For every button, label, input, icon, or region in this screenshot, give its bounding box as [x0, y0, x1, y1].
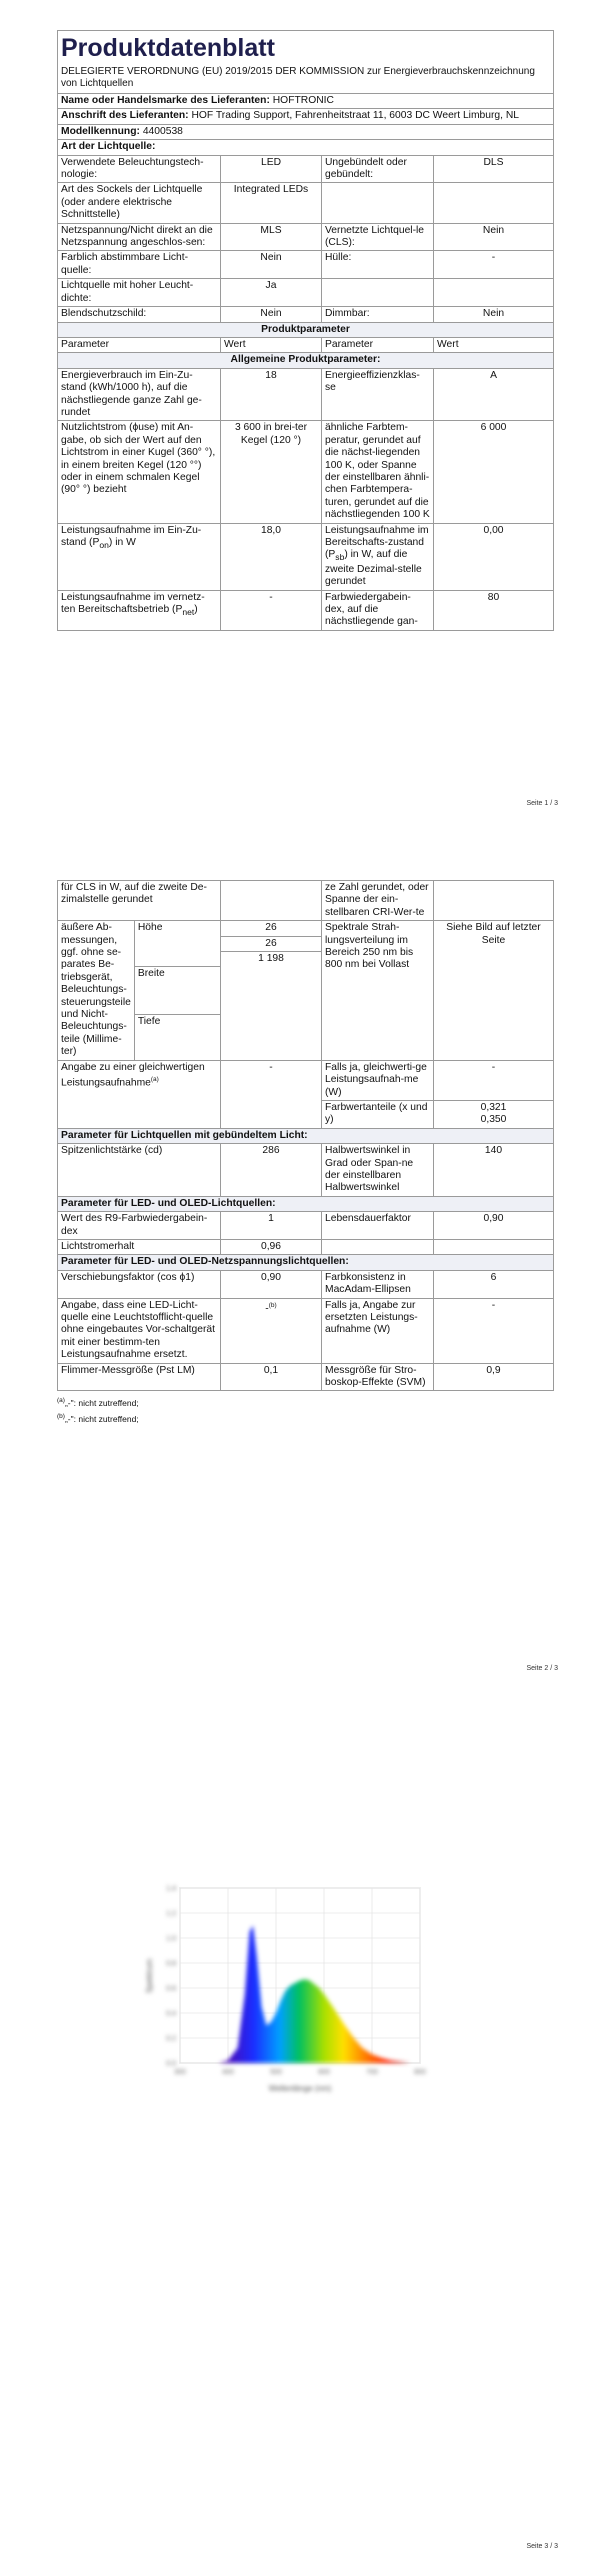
x-tick-label-3: 600: [318, 2069, 330, 2076]
supplier-name-label: Name oder Handelsmarke des Lieferanten:: [61, 95, 270, 106]
cri-label-cont: ze Zahl gerundet, oder Spanne der ein-stellbaren CRI-Wer-te: [322, 881, 434, 921]
doc-title: Produktdatenblatt: [61, 34, 275, 62]
dimensions-values: [221, 921, 322, 1060]
cct-label: ähnliche Farbtem-peratur, gerundet auf die nächst-liegenden 100 K, oder Spanne der einstellbaren ähnli-chen Farbtempera-turen, gerundet auf die nächstliegenden 100 K: [322, 421, 434, 523]
footnote-a: $^{(a)}$„-": nicht zutreffend;: [57, 1397, 139, 1409]
eclass-value: A: [434, 368, 554, 421]
pon-label: Leistungsaufnahme im Ein-Zu-stand $(P_{on})$ in W: [58, 523, 221, 590]
mains-label: Netzspannung/Nicht direkt an die Netzspannung angeschlos-sen:: [58, 223, 221, 251]
r9-label: Wert des R9-Farbwiedergabein-dex: [58, 1212, 221, 1240]
y-axis-label: Spektrum: [145, 1958, 154, 1994]
header-value-2: Wert: [434, 337, 554, 352]
supplier-address-label: Anschrift des Lieferanten:: [61, 110, 189, 122]
lightsource-type-heading: Art der Lichtquelle:: [58, 140, 554, 155]
flux-label: Nutzlichtstrom (ϕuse) mit An-gabe, ob sich der Wert auf den Lichtstrom in einer Kugel (360° °), in einem breiten Kegel (120 °°) oder in einem schmalen Kegel (90° °) bezieht: [58, 421, 221, 523]
chroma-values: [434, 1100, 554, 1128]
chroma-y: 0,350: [480, 1114, 507, 1126]
doc-subtitle: DELEGIERTE VERORDNUNG (EU) 2019/2015 DER KOMMISSION zur Energieverbrauchskennzeichnung von Lichtquellen: [61, 66, 535, 89]
replace-value: -$^{(b)}$: [221, 1298, 322, 1363]
beam-value: 140: [434, 1144, 554, 1197]
x-tick-label-2: 500: [270, 2069, 282, 2076]
psb-label: Leistungsaufnahme im Bereitschafts-zustand $(P_{sb})$ in W, auf die zweite Dezimal-stelle gerundet: [322, 523, 434, 590]
page-3: [0, 1730, 603, 2560]
pf-label: Verschiebungsfaktor (cos ϕ1): [58, 1270, 221, 1298]
peak-label: Spitzenlichtstärke (cd): [58, 1144, 221, 1197]
replacew-value: -: [434, 1298, 554, 1363]
y-tick-label-4: 0.8: [166, 1960, 176, 1968]
page-number-2: Seite 2 / 3: [526, 1665, 558, 1672]
cri-value: 80: [434, 590, 554, 630]
dimensions-label: äußere Ab-messungen, ggf. ohne se-parates Be-triebsgerät, Beleuchtungs-steuerungsteile und Nicht-Beleuchtungs-teile (Millime-ter): [58, 921, 134, 1059]
model-value: 4400538: [142, 125, 183, 137]
x-tick-label-5: 800: [414, 2069, 426, 2076]
consist-label: Farbkonsistenz in MacAdam-Ellipsen: [322, 1270, 434, 1298]
replace-label: Angabe, dass eine LED-Licht-quelle eine Leuchtstofflicht-quelle ohne eingebautes Vor-schaltgerät mit einer bestimm-ten Leistungsaufnahme ersetzt.: [58, 1298, 221, 1363]
antiglare-label: Blendschutzschild:: [58, 307, 221, 322]
maint-value: 0,96: [221, 1239, 322, 1254]
pnet-value: -: [221, 590, 322, 630]
connected-value: Nein: [434, 223, 554, 251]
flux-value: 3 600 in brei-ter Kegel (120 °): [221, 421, 322, 523]
supplier-name-value: HOFTRONIC: [272, 95, 334, 106]
replacew-label: Falls ja, Angabe zur ersetzten Leistungs-aufnahme (W): [322, 1298, 434, 1363]
maint-label: Lichtstromerhalt: [58, 1239, 221, 1254]
spectrum-chart: [140, 1878, 440, 2098]
params-section-title: Produktparameter: [58, 322, 554, 337]
consist-value: 6: [434, 1270, 554, 1298]
dimmable-label: Dimmbar:: [322, 307, 434, 322]
general-params-title: Allgemeine Produktparameter:: [58, 353, 554, 368]
cap-label: Art des Sockels der Lichtquelle (oder andere elektrische Schnittstelle): [58, 183, 221, 223]
page-1: [0, 0, 603, 820]
x-axis-label: Wellenlänge (nm): [268, 2084, 332, 2093]
bundled-value: DLS: [434, 155, 554, 183]
pnet-label-cont: für CLS in W, auf die zweite De-zimalstelle gerundet: [58, 881, 221, 921]
flicker-value: 0,1: [221, 1363, 322, 1391]
chroma-label: Farbwertanteile (x und y): [322, 1100, 434, 1128]
highlum-value: Ja: [221, 279, 322, 307]
envelope-label: Hülle:: [322, 251, 434, 279]
y-tick-label-6: 1.2: [166, 1910, 176, 1918]
pnet-label: Leistungsaufnahme im vernetz-ten Bereitschaftsbetrieb $(P_{net})$: [58, 590, 221, 630]
cct-value: 6 000: [434, 421, 554, 523]
dim-depth-label: Tiefe: [134, 1014, 220, 1060]
survival-value: 0,90: [434, 1212, 554, 1240]
x-tick-label-0: 300: [174, 2069, 186, 2076]
datasheet-table-1: [57, 30, 554, 631]
spectrum-svg: [140, 1878, 440, 2098]
y-tick-label-0: 0.0: [166, 2060, 176, 2068]
bundled-label: Ungebündelt oder gebündelt:: [322, 155, 434, 183]
dimensions-cell: [58, 921, 221, 1060]
pf-value: 0,90: [221, 1270, 322, 1298]
y-tick-label-3: 0.6: [166, 1985, 176, 1993]
x-tick-label-1: 400: [222, 2069, 234, 2076]
mains-led-title: Parameter für LED- und OLED-Netzspannungslichtquellen:: [58, 1255, 554, 1270]
connected-label: Vernetzte Lichtquel-le (CLS):: [322, 223, 434, 251]
technology-label: Verwendete Beleuchtungstech-nologie:: [58, 155, 221, 183]
equivw-label: Falls ja, gleichwerti-ge Leistungsaufnah-me (W): [322, 1060, 434, 1100]
model-row: [58, 124, 554, 139]
header-value-1: Wert: [221, 337, 322, 352]
eclass-label: Energieeffizienzklas-se: [322, 368, 434, 421]
spd-label: Spektrale Strah-lungsverteilung im Bereich 250 nm bis 800 nm bei Vollast: [322, 921, 434, 1060]
envelope-value: -: [434, 251, 554, 279]
equivw-value: -: [434, 1060, 554, 1100]
supplier-address-value: HOF Trading Support, Fahrenheitstraat 11, 6003 DC Weert Limburg, NL: [191, 110, 520, 122]
r9-value: 1: [221, 1212, 322, 1240]
led-title: Parameter für LED- und OLED-Lichtquellen:: [58, 1196, 554, 1211]
y-ticks: [166, 1886, 176, 2068]
svm-label: Messgröße für Stro-boskop-Effekte (SVM): [322, 1363, 434, 1391]
spd-value: Siehe Bild auf letzter Seite: [434, 921, 554, 1060]
x-tick-label-4: 700: [366, 2069, 378, 2076]
directional-title: Parameter für Lichtquellen mit gebündeltem Licht:: [58, 1128, 554, 1143]
header-param-1: Parameter: [58, 337, 221, 352]
page-number-1: Seite 1 / 3: [526, 800, 558, 807]
antiglare-value: Nein: [221, 307, 322, 322]
page-2: [0, 880, 603, 1680]
page-2-content: [57, 880, 553, 1426]
svm-value: 0,9: [434, 1363, 554, 1391]
page-number-3: Seite 3 / 3: [526, 2543, 558, 2550]
beam-label: Halbwertswinkel in Grad oder Span-ne der einstellbaren Halbwertswinkel: [322, 1144, 434, 1197]
highlum-label: Lichtquelle mit hoher Leucht-dichte:: [58, 279, 221, 307]
y-tick-label-2: 0.4: [166, 2010, 176, 2018]
energy-value: 18: [221, 368, 322, 421]
tunable-label: Farblich abstimmbare Licht-quelle:: [58, 251, 221, 279]
flicker-label: Flimmer-Messgröße (Pst LM): [58, 1363, 221, 1391]
y-tick-label-1: 0.2: [166, 2035, 176, 2043]
model-label: Modellkennung:: [61, 125, 140, 137]
equiv-label: Angabe zu einer gleichwertigen Leistungsaufnahme$^{(a)}$: [58, 1060, 221, 1128]
dim-height-label: Höhe: [134, 921, 220, 967]
x-ticks: [174, 2069, 426, 2076]
cap-value: Integrated LEDs: [221, 183, 322, 223]
dim-width-value: 26: [221, 936, 321, 951]
tunable-value: Nein: [221, 251, 322, 279]
mains-value: MLS: [221, 223, 322, 251]
technology-value: LED: [221, 155, 322, 183]
dim-height-value: 26: [221, 921, 321, 936]
y-tick-label-7: 1.4: [166, 1885, 176, 1893]
dim-depth-value: 1 198: [258, 953, 284, 965]
supplier-address-row: [58, 109, 554, 124]
y-tick-label-5: 1.0: [166, 1935, 176, 1943]
pon-value: 18,0: [221, 523, 322, 590]
chroma-x: 0,321: [480, 1101, 507, 1113]
page-1-content: [57, 30, 553, 631]
energy-label: Energieverbrauch im Ein-Zu-stand (kWh/1000 h), auf die nächstliegende ganze Zahl ge-rundet: [58, 368, 221, 421]
dimmable-value: Nein: [434, 307, 554, 322]
supplier-name-row: [58, 94, 554, 109]
psb-value: 0,00: [434, 523, 554, 590]
footnote-b: $^{(b)}$„-": nicht zutreffend;: [57, 1413, 139, 1425]
datasheet-table-2: [57, 880, 554, 1391]
survival-label: Lebensdauerfaktor: [322, 1212, 434, 1240]
equiv-value: -: [221, 1060, 322, 1128]
dim-width-label: Breite: [134, 967, 220, 1014]
peak-value: 286: [221, 1144, 322, 1197]
header-param-2: Parameter: [322, 337, 434, 352]
cri-label: Farbwiedergabein-dex, auf die nächstliegende gan-: [322, 590, 434, 630]
footnotes: [57, 1394, 553, 1426]
